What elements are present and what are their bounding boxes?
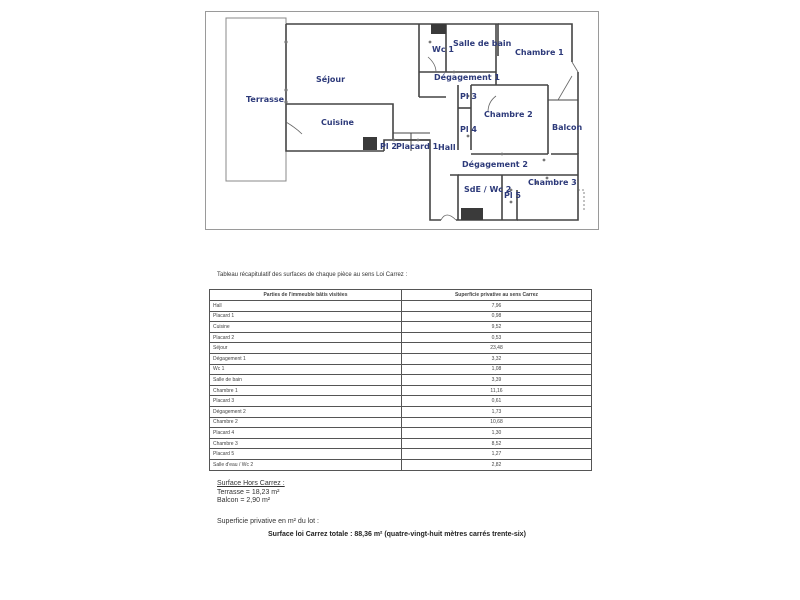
row-room: Dégagement 1 <box>210 353 402 364</box>
table-row <box>210 311 592 322</box>
table-caption: Tableau récapitulatif des surfaces de chaque pièce au sens Loi Carrez : <box>217 272 408 278</box>
hors-carrez-terrasse: Terrasse = 18,23 m² <box>217 488 280 496</box>
label-cuisine: Cuisine <box>321 118 354 127</box>
header-room: Parties de l'immeuble bâtis visitées <box>210 290 402 301</box>
row-surface: 7,96 <box>401 301 591 312</box>
table-row <box>210 417 592 428</box>
table-row <box>210 385 592 396</box>
label-sejour: Séjour <box>316 75 346 84</box>
pl2-fixture <box>363 137 377 150</box>
floor-plan-drawing <box>206 12 600 231</box>
privative-label: Superficie privative en m² du lot : <box>217 518 319 525</box>
label-placard1: Placard 1 <box>396 142 439 151</box>
row-room: Salle d'eau / Wc 2 <box>210 459 402 470</box>
table-row <box>210 322 592 333</box>
table-row <box>210 375 592 386</box>
surface-table <box>209 289 592 471</box>
table-row <box>210 396 592 407</box>
row-room: Séjour <box>210 343 402 354</box>
label-chambre3: Chambre 3 <box>528 178 577 187</box>
label-wc1: Wc 1 <box>432 45 454 54</box>
row-room: Dégagement 2 <box>210 406 402 417</box>
row-room: Chambre 3 <box>210 438 402 449</box>
label-degagement2: Dégagement 2 <box>462 160 528 169</box>
row-room: Placard 3 <box>210 396 402 407</box>
row-surface: 1,27 <box>401 449 591 460</box>
row-surface: 0,53 <box>401 332 591 343</box>
table-row <box>210 449 592 460</box>
label-pl4: Pl 4 <box>460 125 477 134</box>
row-surface: 10,68 <box>401 417 591 428</box>
table-row <box>210 428 592 439</box>
row-surface: 11,16 <box>401 385 591 396</box>
row-surface: 9,52 <box>401 322 591 333</box>
row-surface: 3,39 <box>401 375 591 386</box>
row-room: Wc 1 <box>210 364 402 375</box>
table-row <box>210 353 592 364</box>
floor-plan <box>205 11 599 230</box>
row-surface: 1,30 <box>401 428 591 439</box>
total-surface: Surface loi Carrez totale : 88,36 m² (quatre-vingt-huit mètres carrés trente-six) <box>268 531 526 538</box>
sde-fixture <box>461 208 483 220</box>
row-surface: 2,82 <box>401 459 591 470</box>
row-surface: 1,73 <box>401 406 591 417</box>
label-pl3: Pl 3 <box>460 92 477 101</box>
header-surface: Superficie privative au sens Carrez <box>401 290 591 301</box>
label-chambre2: Chambre 2 <box>484 110 533 119</box>
row-room: Placard 5 <box>210 449 402 460</box>
row-room: Placard 2 <box>210 332 402 343</box>
row-room: Hall <box>210 301 402 312</box>
table-row <box>210 343 592 354</box>
table-row <box>210 406 592 417</box>
table-row <box>210 459 592 470</box>
row-surface: 8,52 <box>401 438 591 449</box>
table-row <box>210 364 592 375</box>
row-surface: 0,98 <box>401 311 591 322</box>
label-pl5: Pl 5 <box>504 191 521 200</box>
hors-carrez-title: Surface Hors Carrez : <box>217 480 285 487</box>
label-terrasse: Terrasse <box>246 95 285 104</box>
row-surface: 3,32 <box>401 353 591 364</box>
hors-carrez-block <box>217 480 285 506</box>
table-row <box>210 438 592 449</box>
table-row <box>210 332 592 343</box>
row-room: Salle de bain <box>210 375 402 386</box>
label-balcon: Balcon <box>552 123 583 132</box>
row-room: Placard 1 <box>210 311 402 322</box>
row-room: Placard 4 <box>210 428 402 439</box>
table-row <box>210 301 592 312</box>
hors-carrez-balcon: Balcon = 2,90 m² <box>217 497 271 504</box>
row-room: Chambre 2 <box>210 417 402 428</box>
row-room: Chambre 1 <box>210 385 402 396</box>
label-degagement1: Dégagement 1 <box>434 73 500 82</box>
label-chambre1: Chambre 1 <box>515 48 564 57</box>
row-surface: 1,08 <box>401 364 591 375</box>
label-salle-de-bain: Salle de bain <box>453 39 512 48</box>
wc1-fixture <box>431 24 446 34</box>
row-surface: 23,48 <box>401 343 591 354</box>
table-body <box>210 301 592 471</box>
row-surface: 0,61 <box>401 396 591 407</box>
row-room: Cuisine <box>210 322 402 333</box>
label-pl2: Pl 2 <box>380 142 397 151</box>
label-sde-wc2: SdE / Wc 2 <box>464 185 512 194</box>
table-header-row <box>210 290 592 301</box>
label-hall: Hall <box>438 143 456 152</box>
